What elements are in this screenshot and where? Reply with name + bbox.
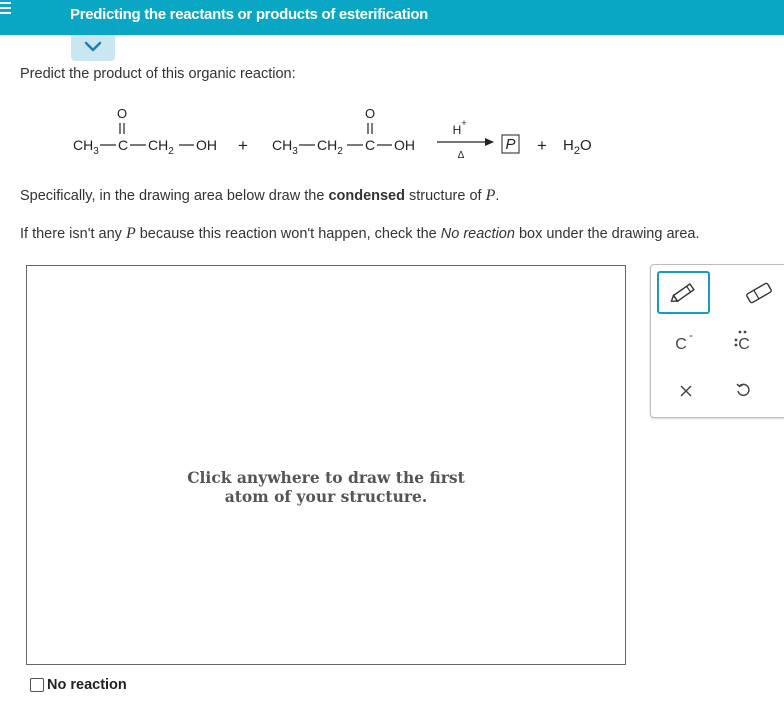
instruction-no-reaction: If there isn't any P because this reaction won't happen, check the No reaction box under the drawing area.	[20, 225, 700, 242]
carbonyl-oxygen: O	[116, 106, 128, 121]
pencil-icon	[669, 282, 699, 304]
reaction-arrow	[437, 118, 494, 161]
hydroxyl-group: OH	[394, 137, 415, 153]
reactant-2	[272, 106, 415, 157]
svg-text:C: C	[738, 336, 750, 353]
pencil-tool[interactable]	[657, 271, 710, 314]
no-reaction-label: No reaction	[47, 677, 127, 693]
carbonyl-oxygen: O	[364, 106, 376, 121]
collapse-button[interactable]	[71, 35, 115, 61]
drawing-toolbox	[650, 264, 784, 418]
carbene-tool[interactable]	[725, 325, 761, 357]
question-prompt: Predict the product of this organic reaction:	[20, 66, 296, 82]
page-title: Predicting the reactants or products of esterification	[70, 6, 429, 23]
acid-catalyst: H	[452, 123, 462, 137]
hydroxyl-group: OH	[196, 137, 217, 153]
svg-text:-: -	[689, 329, 693, 342]
chevron-down-icon	[84, 41, 102, 53]
carbonyl-carbon: C	[365, 137, 376, 153]
svg-text:C: C	[675, 336, 687, 353]
undo-icon	[735, 382, 751, 398]
eraser-tool[interactable]	[729, 273, 784, 313]
reactant-1	[73, 106, 217, 157]
no-reaction-checkbox[interactable]	[30, 678, 44, 692]
instruction-condensed: Specifically, in the drawing area below draw the condensed structure of P.	[20, 187, 500, 204]
product-p: P	[505, 136, 516, 153]
methyl-group: $CH_3$	[73, 137, 99, 157]
close-icon	[679, 384, 693, 398]
plus-sign-2: +	[537, 136, 547, 155]
undo-button[interactable]	[727, 375, 759, 405]
eraser-icon	[743, 282, 775, 304]
canvas-hint: Click anywhere to draw the first atom of your structure.	[187, 468, 465, 506]
reaction-equation	[0, 100, 784, 170]
carbonyl-carbon: C	[118, 137, 129, 153]
carbene-icon	[729, 327, 757, 355]
methyl-group: $CH_3$	[272, 137, 298, 157]
methylene-group: $CH_2$	[148, 137, 174, 157]
menu-icon[interactable]	[0, 0, 12, 18]
drawing-canvas[interactable]	[26, 265, 626, 665]
header-bar	[0, 0, 784, 35]
catalyst-charge: +	[461, 118, 467, 128]
water-molecule: $H_2O$	[563, 137, 592, 157]
carbanion-icon	[671, 329, 699, 355]
heat-symbol: Δ	[457, 150, 465, 161]
plus-sign-1: +	[238, 136, 248, 155]
no-reaction-option[interactable]	[30, 677, 127, 693]
clear-button[interactable]	[671, 377, 701, 405]
methylene-group: $CH_2$	[317, 137, 343, 157]
carbanion-tool[interactable]	[667, 327, 703, 357]
